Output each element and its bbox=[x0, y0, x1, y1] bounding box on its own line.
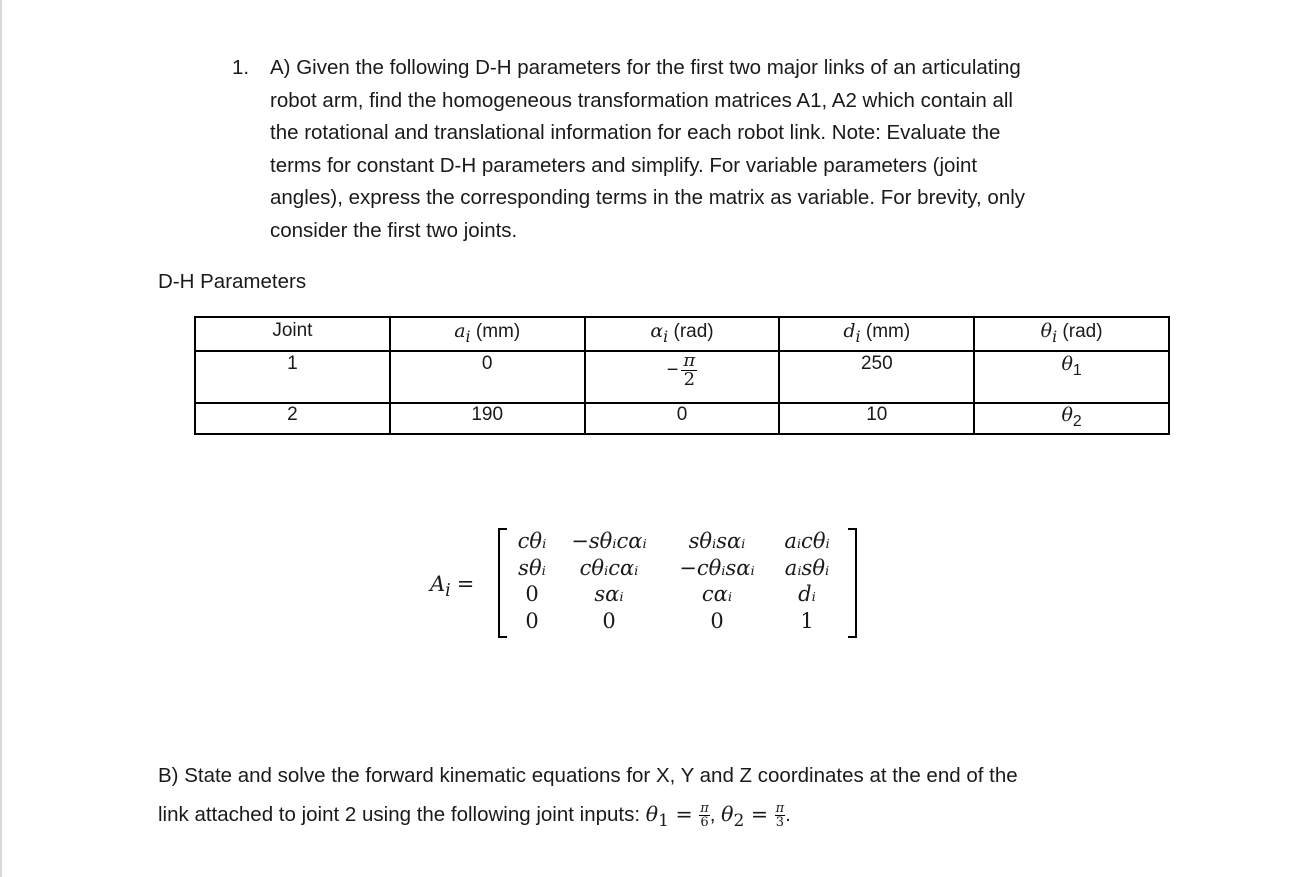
matrix-cell: −sθᵢcαᵢ bbox=[571, 529, 647, 553]
cell-theta: $\theta_2$ bbox=[974, 403, 1169, 434]
cell-theta: $\theta_1$ bbox=[974, 351, 1169, 403]
question-part-b bbox=[158, 757, 1158, 840]
matrix-cell: 0 bbox=[525, 582, 539, 606]
matrix-cell: 0 bbox=[525, 608, 539, 633]
matrix-cell: sαᵢ bbox=[594, 582, 624, 606]
matrix-cell: dᵢ bbox=[798, 582, 816, 606]
matrix-cell: −cθᵢsαᵢ bbox=[679, 555, 755, 580]
matrix-grid bbox=[508, 528, 848, 634]
matrix-cell: 0 bbox=[710, 608, 724, 633]
table-row bbox=[195, 403, 1169, 434]
table-row bbox=[195, 351, 1169, 403]
matrix-left-bracket bbox=[498, 528, 507, 638]
cell-d: 10 bbox=[779, 403, 974, 434]
header-a: $a_i$ (mm) bbox=[390, 317, 585, 351]
matrix-lhs: $A_i$ = bbox=[430, 572, 475, 602]
question-line: terms for constant D-H parameters and simplify. For variable parameters (joint bbox=[270, 153, 978, 177]
matrix-cell: aᵢsθᵢ bbox=[784, 555, 830, 580]
matrix-cell: 1 bbox=[800, 608, 814, 633]
matrix-cell: sθᵢ bbox=[518, 555, 546, 580]
cell-joint: 2 bbox=[195, 403, 390, 434]
matrix-cell: cθᵢcαᵢ bbox=[579, 555, 639, 580]
matrix-cell: aᵢcθᵢ bbox=[784, 529, 830, 553]
matrix-cell: cαᵢ bbox=[701, 582, 733, 606]
question-text bbox=[270, 52, 1142, 248]
cell-d: 250 bbox=[779, 351, 974, 403]
header-joint: Joint bbox=[195, 317, 390, 351]
part-b-line-1: B) State and solve the forward kinematic equations for X, Y and Z coordinates at the end of the bbox=[158, 764, 1018, 787]
header-d: $d_i$ (mm) bbox=[779, 317, 974, 351]
cell-alpha: 0 bbox=[585, 403, 780, 434]
question-line: consider the first two joints. bbox=[270, 218, 518, 242]
question-line: the rotational and translational information for each robot link. Note: Evaluate the bbox=[270, 121, 1001, 145]
question-line: angles), express the corresponding terms in the matrix as variable. For brevity, only bbox=[270, 186, 1026, 210]
matrix-cell: sθᵢsαᵢ bbox=[688, 529, 746, 553]
cell-a: 190 bbox=[390, 403, 585, 434]
dh-parameter-table bbox=[194, 316, 1170, 435]
part-b-line-2: link attached to joint 2 using the following joint inputs: $\theta_1$ = $\frac{\pi}{6}$ , $\theta_2$ = $\frac{\pi}{3}$ . bbox=[158, 801, 791, 832]
matrix-cell: 0 bbox=[602, 608, 616, 633]
header-theta: $\theta_i$ (rad) bbox=[974, 317, 1169, 351]
dh-parameters-label: D-H Parameters bbox=[158, 270, 307, 293]
joint-input-theta1: $\theta_1$ = $\frac{\pi}{6}$ bbox=[645, 801, 709, 832]
question-line: A) Given the following D-H parameters for the first two major links of an articulating bbox=[270, 56, 1021, 79]
matrix-right-bracket bbox=[848, 528, 857, 638]
cell-a: 0 bbox=[390, 351, 585, 403]
cell-joint: 1 bbox=[195, 351, 390, 403]
joint-input-theta2: $\theta_2$ = $\frac{\pi}{3}$ bbox=[721, 801, 785, 832]
question-number: 1. bbox=[232, 56, 250, 79]
cell-alpha: − $\frac{\pi}{2}$ bbox=[585, 351, 780, 403]
table-header-row bbox=[195, 317, 1169, 351]
question-1 bbox=[232, 52, 1142, 248]
matrix-cell: cθᵢ bbox=[517, 529, 547, 553]
page-edge bbox=[0, 0, 2, 877]
question-line: robot arm, find the homogeneous transformation matrices A1, A2 which contain all bbox=[270, 88, 1013, 112]
header-alpha: $\alpha_i$ (rad) bbox=[585, 317, 780, 351]
